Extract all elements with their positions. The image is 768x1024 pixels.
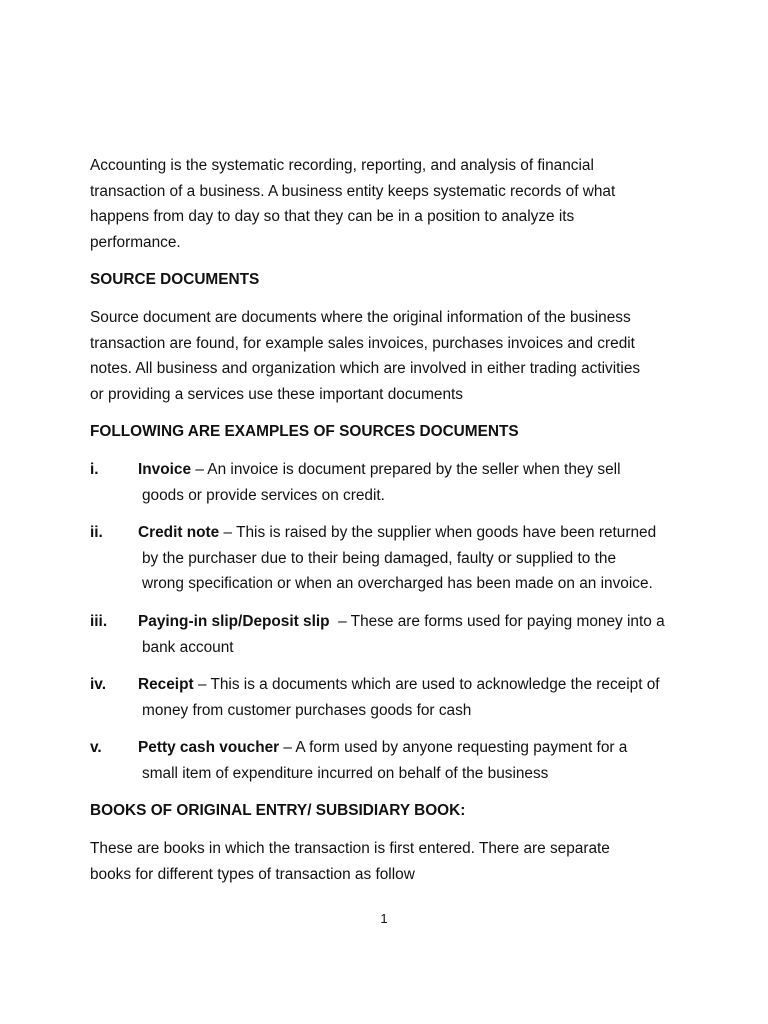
list-item-body bbox=[138, 461, 690, 508]
item-continuation: small item of expenditure incurred on behalf of the business bbox=[142, 764, 549, 782]
item-first-line: – This is raised by the supplier when goods have been returned bbox=[219, 524, 657, 542]
heading-source-documents: SOURCE DOCUMENTS bbox=[90, 271, 260, 289]
item-continuation: wrong specification or when an overcharged has been made on an invoice. bbox=[142, 575, 653, 593]
item-first-line: – This is a documents which are used to acknowledge the receipt of bbox=[193, 676, 660, 694]
list-item bbox=[90, 672, 690, 723]
item-continuation: money from customer purchases goods for cash bbox=[142, 701, 472, 719]
item-first-line: – These are forms used for paying money into a bbox=[329, 612, 665, 630]
list-item-body bbox=[138, 524, 690, 597]
list-numeral: iv. bbox=[90, 676, 106, 694]
item-term: Invoice bbox=[138, 460, 192, 478]
source-documents-list bbox=[90, 457, 690, 787]
item-first-line: – A form used by anyone requesting payment for a bbox=[279, 739, 628, 757]
list-item bbox=[90, 609, 690, 660]
list-item bbox=[90, 735, 690, 786]
item-term: Receipt bbox=[138, 676, 194, 694]
list-numeral: ii. bbox=[90, 524, 103, 542]
page-content bbox=[90, 153, 690, 887]
list-item-body bbox=[138, 676, 690, 723]
intro-line: happens from day to day so that they can be in a position to analyze its bbox=[90, 208, 575, 226]
source-paragraph bbox=[90, 305, 690, 407]
item-continuation: by the purchaser due to their being damaged, faulty or supplied to the bbox=[142, 549, 616, 567]
page-number: 1 bbox=[380, 911, 388, 926]
item-first-line: – An invoice is document prepared by the seller when they sell bbox=[191, 460, 621, 478]
books-line: These are books in which the transaction is first entered. There are separate bbox=[90, 840, 610, 858]
intro-line: transaction of a business. A business entity keeps systematic records of what bbox=[90, 182, 616, 200]
intro-line: performance. bbox=[90, 233, 181, 251]
books-paragraph bbox=[90, 836, 690, 887]
source-line: or providing a services use these important documents bbox=[90, 385, 463, 403]
list-item-body bbox=[138, 613, 690, 660]
heading-books-of-original-entry: BOOKS OF ORIGINAL ENTRY/ SUBSIDIARY BOOK: bbox=[90, 802, 466, 820]
source-line: Source document are documents where the original information of the business bbox=[90, 308, 631, 326]
intro-paragraph bbox=[90, 153, 690, 255]
list-numeral: iii. bbox=[90, 612, 108, 630]
source-line: notes. All business and organization which are involved in either trading activities bbox=[90, 360, 641, 378]
item-continuation: bank account bbox=[142, 638, 234, 656]
books-line: books for different types of transaction as follow bbox=[90, 865, 415, 883]
list-numeral: v. bbox=[90, 739, 102, 757]
list-item bbox=[90, 457, 690, 508]
list-item bbox=[90, 520, 690, 597]
intro-line: Accounting is the systematic recording, reporting, and analysis of financial bbox=[90, 157, 594, 174]
source-line: transaction are found, for example sales invoices, purchases invoices and credit bbox=[90, 334, 635, 352]
item-term: Petty cash voucher bbox=[138, 739, 280, 757]
item-term: Credit note bbox=[138, 524, 220, 542]
list-item-body bbox=[138, 739, 690, 786]
list-numeral: i. bbox=[90, 460, 99, 478]
heading-examples: FOLLOWING ARE EXAMPLES OF SOURCES DOCUMENTS bbox=[90, 423, 519, 441]
item-term: Paying-in slip/Deposit slip bbox=[138, 612, 330, 630]
item-continuation: goods or provide services on credit. bbox=[142, 486, 385, 504]
